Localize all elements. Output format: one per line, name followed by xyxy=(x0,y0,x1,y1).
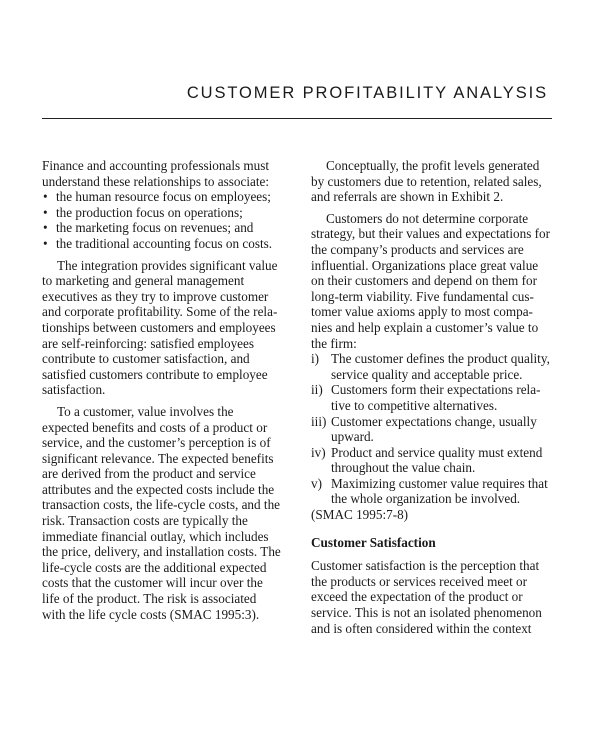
axiom-number: i) xyxy=(311,351,320,367)
axioms-intro-paragraph: Customers do not determine corporate strategy, but their values and expectations for the company’s products and services are influential. Organizations place great value on their customers and depend on them for long-term viability. Five fundamental cus-tomer value axioms apply to most compa-nies and help explain a customer’s value to the firm: xyxy=(311,210,551,351)
axiom-number: iii) xyxy=(311,413,327,429)
axiom-item xyxy=(311,414,550,445)
page-header-title: CUSTOMER PROFITABILITY ANALYSIS xyxy=(186,84,548,102)
axiom-text: Customer expectations change, usually upward. xyxy=(331,413,537,445)
bullet-text: the human resource focus on employees; xyxy=(56,189,271,205)
bullet-item xyxy=(42,189,282,205)
bullet-icon: • xyxy=(43,220,48,236)
right-column xyxy=(311,158,550,642)
header-rule xyxy=(42,118,552,119)
citation: (SMAC 1995:7-8) xyxy=(311,507,409,523)
axiom-text: Customers form their expectations rela-tive to competitive alternatives. xyxy=(331,382,541,413)
bullet-item xyxy=(42,205,282,221)
bullet-icon: • xyxy=(43,235,48,251)
bullet-text: the marketing focus on revenues; and xyxy=(56,220,254,236)
focus-bullet-list xyxy=(42,189,282,251)
axiom-text: The customer defines the product quality, service quality and acceptable price. xyxy=(331,351,550,382)
bullet-item xyxy=(42,220,282,236)
bullet-icon: • xyxy=(43,204,48,220)
axiom-number: ii) xyxy=(311,382,323,398)
value-axioms-list xyxy=(311,351,550,507)
section-heading: Customer Satisfaction xyxy=(311,534,436,550)
axiom-item xyxy=(311,382,550,413)
integration-paragraph: The integration provides significant value to marketing and general management executives as they try to improve customer and corporate profitability. Some of the rela-tionships between customers and employees are self-reinforcing: satisfied employees contribute to customer satisfaction, and satisfied customers contribute to employee satisfaction. xyxy=(42,257,278,398)
axiom-item xyxy=(311,476,550,507)
axiom-text: Maximizing customer value requires that the whole organization be involved. xyxy=(331,475,548,507)
axiom-item xyxy=(311,445,550,476)
axiom-number: v) xyxy=(311,475,322,491)
bullet-text: the production focus on operations; xyxy=(56,204,243,220)
bullet-icon: • xyxy=(43,189,48,205)
profit-levels-paragraph: Conceptually, the profit levels generated by customers due to retention, related sales, and referrals are shown in Exhibit 2. xyxy=(311,158,542,205)
bullet-item xyxy=(42,236,282,252)
axiom-number: iv) xyxy=(311,444,326,460)
bullet-text: the traditional accounting focus on costs. xyxy=(56,235,273,251)
axiom-item xyxy=(311,351,550,382)
customer-value-paragraph: To a customer, value involves the expected benefits and costs of a product or service, and the customer’s perception is of significant relevance. The expected benefits are derived from the product and service attributes and the expected costs include the transaction costs, the life-cycle costs, and the risk. Transaction costs are typically the immediate financial outlay, which includes the price, delivery, and installation costs. The life-cycle costs are the additional expected costs that the customer will incur over the life of the product. The risk is associated with the life cycle costs (SMAC 1995:3). xyxy=(42,403,281,622)
left-column xyxy=(42,158,282,628)
intro-paragraph: Finance and accounting professionals must understand these relationships to associate: xyxy=(42,158,270,189)
axiom-text: Product and service quality must extend throughout the value chain. xyxy=(331,444,543,476)
satisfaction-paragraph: Customer satisfaction is the perception that the products or services received meet or exceed the expectation of the product or service. This is not an isolated phenomenon and is often considered within the context xyxy=(311,558,542,636)
